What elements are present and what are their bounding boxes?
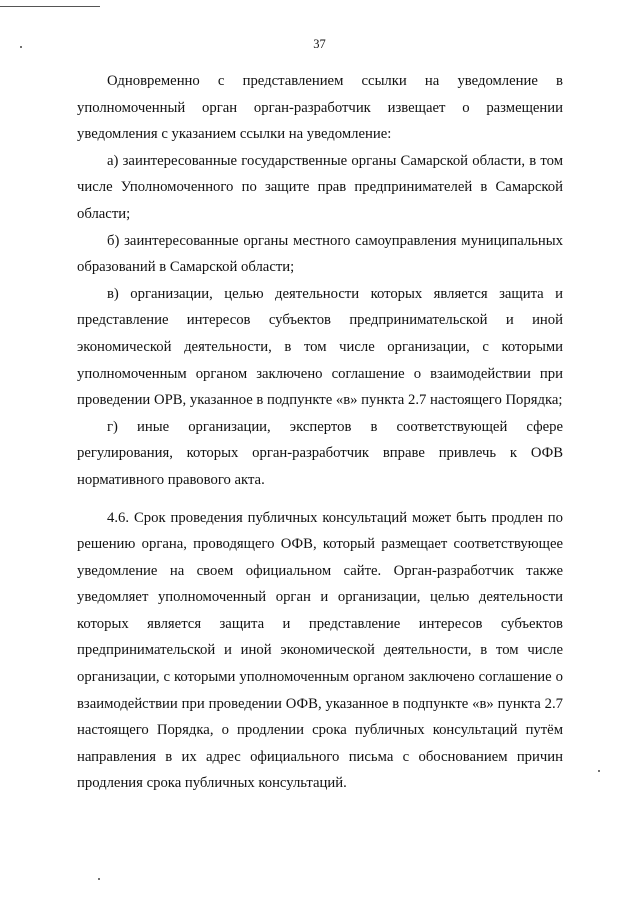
scan-speck — [98, 878, 100, 880]
document-body — [77, 68, 563, 797]
paragraph-section-4-6: 4.6. Срок проведения публичных консультаций может быть продлен по решению органа, проводящего ОФВ, который размещает соответствующее уведомление на своем официальном сайте. Орган-разработчик также уведомляет уполномоченный орган и организации, целью деятельности которых является защита и представление интересов субъектов предпринимательской и иной экономической деятельности, в том числе организации, с которыми уполномоченным органом заключено соглашение о взаимодействии при проведении ОФВ, указанное в подпункте «в» пункта 2.7 настоящего Порядка, о продлении срока публичных консультаций путём направления в их адрес официального письма с обоснованием причин продления срока публичных консультаций. — [77, 509, 563, 792]
paragraph-intro: Одновременно с представлением ссылки на уведомление в уполномоченный орган орган-разработчик извещает о размещении уведомления с указанием ссылки на уведомление: — [77, 73, 563, 143]
paragraph-item-g: г) иные организации, экспертов в соответствующей сфере регулирования, которых орган-разработчик вправе привлечь к ОФВ нормативного правового акта. — [77, 418, 563, 488]
scan-speck — [598, 770, 600, 772]
paragraph-item-v: в) организации, целью деятельности которых является защита и представление интересов субъектов предпринимательской и иной экономической деятельности, в том числе организации, с которыми уполномоченным органом заключено соглашение о взаимодействии при проведении ОРВ, указанное в подпункте «в» пункта 2.7 настоящего Порядка; — [77, 285, 563, 409]
paragraph-item-a: а) заинтересованные государственные органы Самарской области, в том числе Уполномоченного по защите прав предпринимателей в Самарской области; — [77, 152, 563, 222]
scan-edge-line — [0, 6, 100, 7]
paragraph-item-b: б) заинтересованные органы местного самоуправления муниципальных образований в Самарской области; — [77, 232, 563, 276]
page-number: 37 — [313, 37, 326, 51]
